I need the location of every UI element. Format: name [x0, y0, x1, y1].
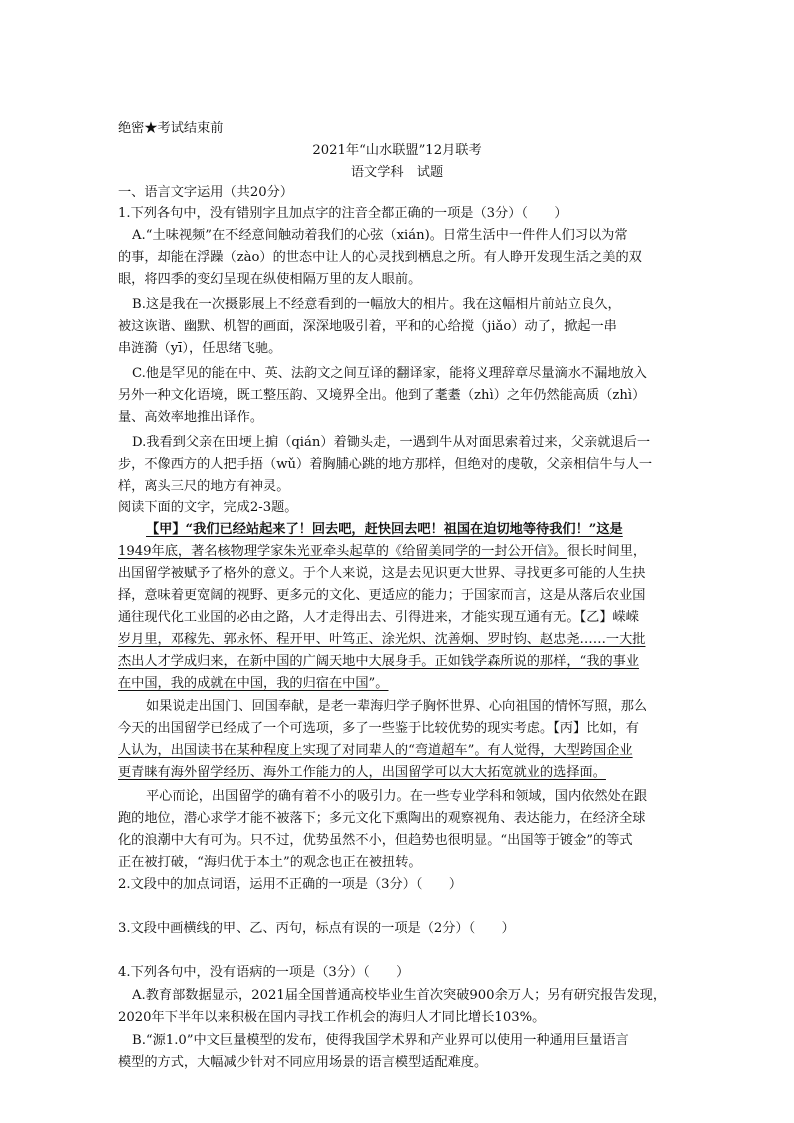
section-heading: 一、语言文字运用（共20分）	[118, 185, 294, 200]
exam-title: 2021年“山水联盟”12月联考	[312, 143, 482, 158]
q1-option-b-line2: 被这诙谐、幽默、机智的画面，深深地吸引着，平和的心给搅（jiǎo）动了，掀起一串	[118, 319, 617, 334]
q1-option-b-line1: B.这是我在一次摄影展上不经意看到的一幅放大的相片。我在这幅相片前站立良久，	[132, 297, 621, 312]
passage-p1-line7: 杰出人才学成归来，在新中国的广阔天地中大展身手。正如钱学森所说的那样，“我的事业	[118, 654, 640, 669]
q1-option-c-line1: C.他是罕见的能在中、英、法韵文之间互译的翻译家，能将义理辞章尽量滴水不漏地放入	[132, 366, 647, 381]
passage-p1-line8: 在中国，我的成就在中国，我的归宿在中国”。	[118, 676, 389, 691]
passage-p1-line2: 1949年底，著名核物理学家朱光亚牵头起草的《给留美同学的一封公开信》。很长时间里，	[118, 544, 647, 559]
q1-stem: 1.下列各句中，没有错别字且加点字的注音全都正确的一项是（3分）（ ）	[118, 206, 568, 221]
q2-stem: 2.文段中的加点词语，运用不正确的一项是（3分）（ ）	[118, 877, 463, 892]
passage-p1-line4: 择，意味着更宽阔的视野、更多元的文化、更适应的能力；于国家而言，这是从落后农业国	[118, 588, 646, 603]
passage-p2-line2: 今天的出国留学已经成了一个可选项，多了一些鉴于比较优势的现实考虑。【丙】比如，有	[118, 721, 639, 736]
q1-option-c-line2: 另外一种文化语境，既工整压韵、又境界全出。他到了耄耋（zhì）之年仍然能高质（zhì）	[118, 388, 646, 403]
q4-option-a-line1: A.教育部数据显示，2021届全国普通高校毕业生首次突破900余万人；另有研究报告发现，	[132, 988, 667, 1003]
passage-p3-line4: 正在被打破，“海归优于本土”的观念也正在被扭转。	[118, 855, 422, 870]
passage-p1-line3: 出国留学被赋予了格外的意义。于个人来说，这是去见识更大世界、寻找更多可能的人生抉	[118, 566, 646, 581]
q1-option-a-line1: A.“土味视频”在不经意间触动着我们的心弦（xián)。日常生活中一件件人们习以为常	[132, 228, 628, 243]
exam-subtitle: 语文学科 试题	[350, 165, 444, 180]
q1-option-d-line3: 样，离头三尺的地方有神灵。	[118, 479, 290, 494]
q3-stem: 3.文段中画横线的甲、乙、丙句，标点有误的一项是（2分）（ ）	[118, 921, 515, 936]
q1-option-d-line2: 步，不像西方的人把手捂（wǔ）着胸脯心跳的地方那样，但绝对的虔敬，父亲相信牛与人一	[118, 457, 653, 472]
q4-option-a-line2: 2020年下半年以来积极在国内寻找工作机会的海归人才同比增长103%。	[118, 1010, 546, 1025]
passage-p1-line5: 通往现代化工业国的必由之路，人才走得出去、引得进来，才能实现互通有无。【乙】嵘嵘	[118, 610, 639, 625]
passage-p2-line1: 如果说走出国门、回国奉献，是老一辈海归学子胸怀世界、心向祖国的情怀写照，那么	[146, 699, 648, 714]
passage-p1-line6: 岁月里，邓稼先、郭永怀、程开甲、叶笃正、涂光炽、沈善炯、罗时钧、赵忠尧……一大批	[118, 632, 646, 647]
q1-option-b-line3: 串涟漪（yī），任思绪飞驰。	[118, 341, 282, 356]
passage-p2-line3: 人认为，出国读书在某种程度上实现了对同辈人的“弯道超车”。有人觉得，大型跨国企业	[118, 743, 633, 758]
passage-p1-line1: 【甲】“我们已经站起来了！回去吧，赶快回去吧！祖国在迫切地等待我们！”这是	[146, 522, 623, 537]
confidential-label: 绝密★考试结束前	[118, 121, 224, 136]
q1-option-a-line2: 的事，却能在浮躁（zào）的世态中让人的心灵找到栖息之所。有人睁开发现生活之美的双	[118, 250, 642, 265]
passage-p3-line1: 平心而论，出国留学的确有着不小的吸引力。在一些专业学科和领域，国内依然处在跟	[146, 789, 648, 804]
q1-option-a-line3: 眼，将四季的变幻呈现在纵使相隔万里的友人眼前。	[118, 272, 422, 287]
passage-p3-line3: 化的浪潮中大有可为。只不过，优势虽然不小，但趋势也很明显。“出国等于镀金”的等式	[118, 833, 633, 848]
q1-option-c-line3: 量、高效率地推出译作。	[118, 410, 264, 425]
q4-option-b-line2: 模型的方式，大幅减少针对不同应用场景的语言模型适配难度。	[118, 1055, 488, 1070]
passage-p2-line4: 更青睐有海外留学经历、海外工作能力的人，出国留学可以大大拓宽就业的选择面。	[118, 765, 606, 780]
reading-intro: 阅读下面的文字，完成2-3题。	[118, 500, 298, 515]
q4-stem: 4.下列各句中，没有语病的一项是（3分）（ ）	[118, 965, 410, 980]
q1-option-d-line1: D.我看到父亲在田埂上掮（qián）着锄头走，一遇到牛从对面思索着过来，父亲就退后一	[132, 435, 651, 450]
q4-option-b-line1: B.“源1.0”中文巨量模型的发布，使得我国学术界和产业界可以使用一种通用巨量语言	[132, 1033, 629, 1048]
passage-p3-line2: 跑的地位，潜心求学才能不被落下；多元文化下熏陶出的观察视角、表达能力，在经济全球	[118, 811, 646, 826]
